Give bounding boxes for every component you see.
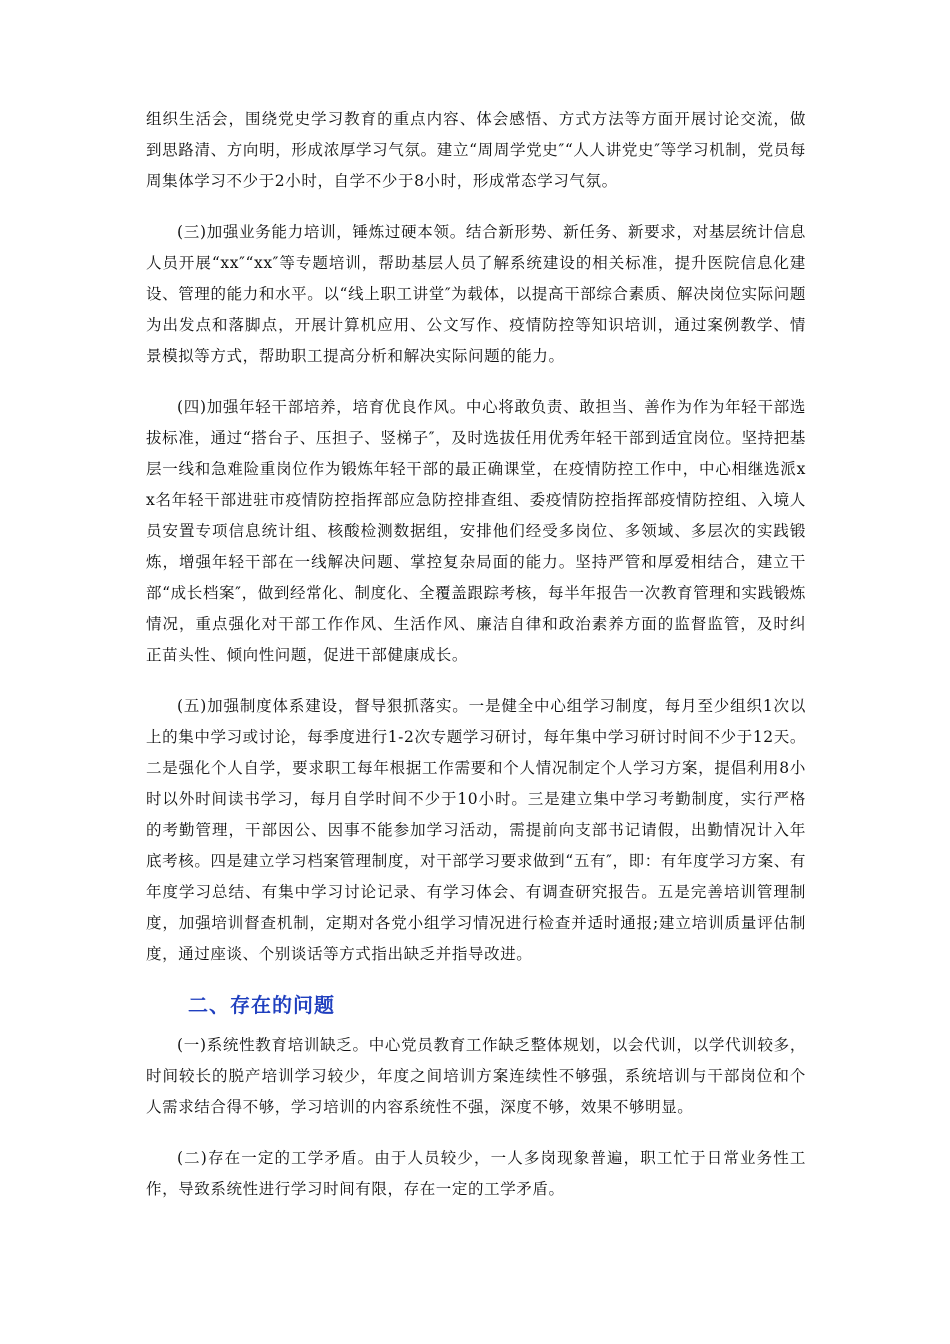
paragraph-problem-2: (二)存在一定的工学矛盾。由于人员较少，一人多岗现象普遍，职工忙于日常业务性工作，导致系统性进行学习时间有限，存在一定的工学矛盾。 xyxy=(146,1149,806,1198)
paragraph-young-cadres: (四)加强年轻干部培养，培育优良作风。中心将敢负责、敢担当、善作为作为年轻干部选拔标准，通过“搭台子、压担子、竖梯子″，及时选拔任用优秀年轻干部到适宜岗位。坚持把基层一线和急难险重岗位作为锻炼年轻干部的最正确课堂，在疫情防控工作中，中心相继选派xx名年轻干部进驻市疫情防控指挥部应急防控排查组、委疫情防控指挥部疫情防控组、入境人员安置专项信息统计组、核酸检测数据组，安排他们经受多岗位、多领域、多层次的实践锻炼，增强年轻干部在一线解决问题、掌控复杂局面的能力。坚持严管和厚爱相结合，建立干部“成长档案″，做到经常化、制度化、全覆盖跟踪考核，每半年报告一次教育管理和实践锻炼情况，重点强化对干部工作作风、生活作风、廉洁自律和政治素养方面的监督监管，及时纠正苗头性、倾向性问题，促进干部健康成长。 xyxy=(146,398,806,664)
paragraph-gap xyxy=(146,970,806,990)
paragraph-system-building: (五)加强制度体系建设，督导狠抓落实。一是健全中心组学习制度，每月至少组织1次以上的集中学习或讨论，每季度进行1-2次专题学习研讨，每年集中学习研讨时间不少于12天。二是强化个人自学，要求职工每年根据工作需要和个人情况制定个人学习方案，提倡利用8小时以外时间读书学习，每月自学时间不少于10小时。三是建立集中学习考勤制度，实行严格的考勤管理，干部因公、因事不能参加学习活动，需提前向支部书记请假，出勤情况计入年底考核。四是建立学习档案管理制度，对干部学习要求做到“五有″，即：有年度学习方案、有年度学习总结、有集中学习讨论记录、有学习体会、有调查研究报告。五是完善培训管理制度，加强培训督查机制，定期对各党小组学习情况进行检查并适时通报;建立培训质量评估制度，通过座谈、个别谈话等方式指出缺乏并指导改进。 xyxy=(146,697,806,963)
paragraph-continuation: 组织生活会，围绕党史学习教育的重点内容、体会感悟、方式方法等方面开展讨论交流，做到思路清、方向明，形成浓厚学习气氛。建立“周周学党史″“人人讲党史″等学习机制，党员每周集体学习不少于2小时，自学不少于8小时，形成常态学习气氛。 xyxy=(146,110,806,190)
document-body xyxy=(146,104,806,1205)
paragraph-gap xyxy=(146,372,806,392)
paragraph-gap xyxy=(146,1020,806,1030)
paragraph-business-training: (三)加强业务能力培训，锤炼过硬本领。结合新形势、新任务、新要求，对基层统计信息人员开展“xx″“xx″等专题培训，帮助基层人员了解系统建设的相关标准，提升医院信息化建设、管理的能力和水平。以“线上职工讲堂″为载体，以提高干部综合素质、解决岗位实际问题为出发点和落脚点，开展计算机应用、公文写作、疫情防控等知识培训，通过案例教学、情景模拟等方式，帮助职工提高分析和解决实际问题的能力。 xyxy=(146,223,806,365)
paragraph-gap xyxy=(146,1123,806,1143)
paragraph-gap xyxy=(146,671,806,691)
paragraph-problem-1: (一)系统性教育培训缺乏。中心党员教育工作缺乏整体规划，以会代训，以学代训较多，时间较长的脱产培训学习较少，年度之间培训方案连续性不够强，系统培训与干部岗位和个人需求结合得不够，学习培训的内容系统性不强，深度不够，效果不够明显。 xyxy=(146,1036,806,1116)
paragraph-gap xyxy=(146,197,806,217)
section-heading-problems: 二、存在的问题 xyxy=(188,993,335,1017)
